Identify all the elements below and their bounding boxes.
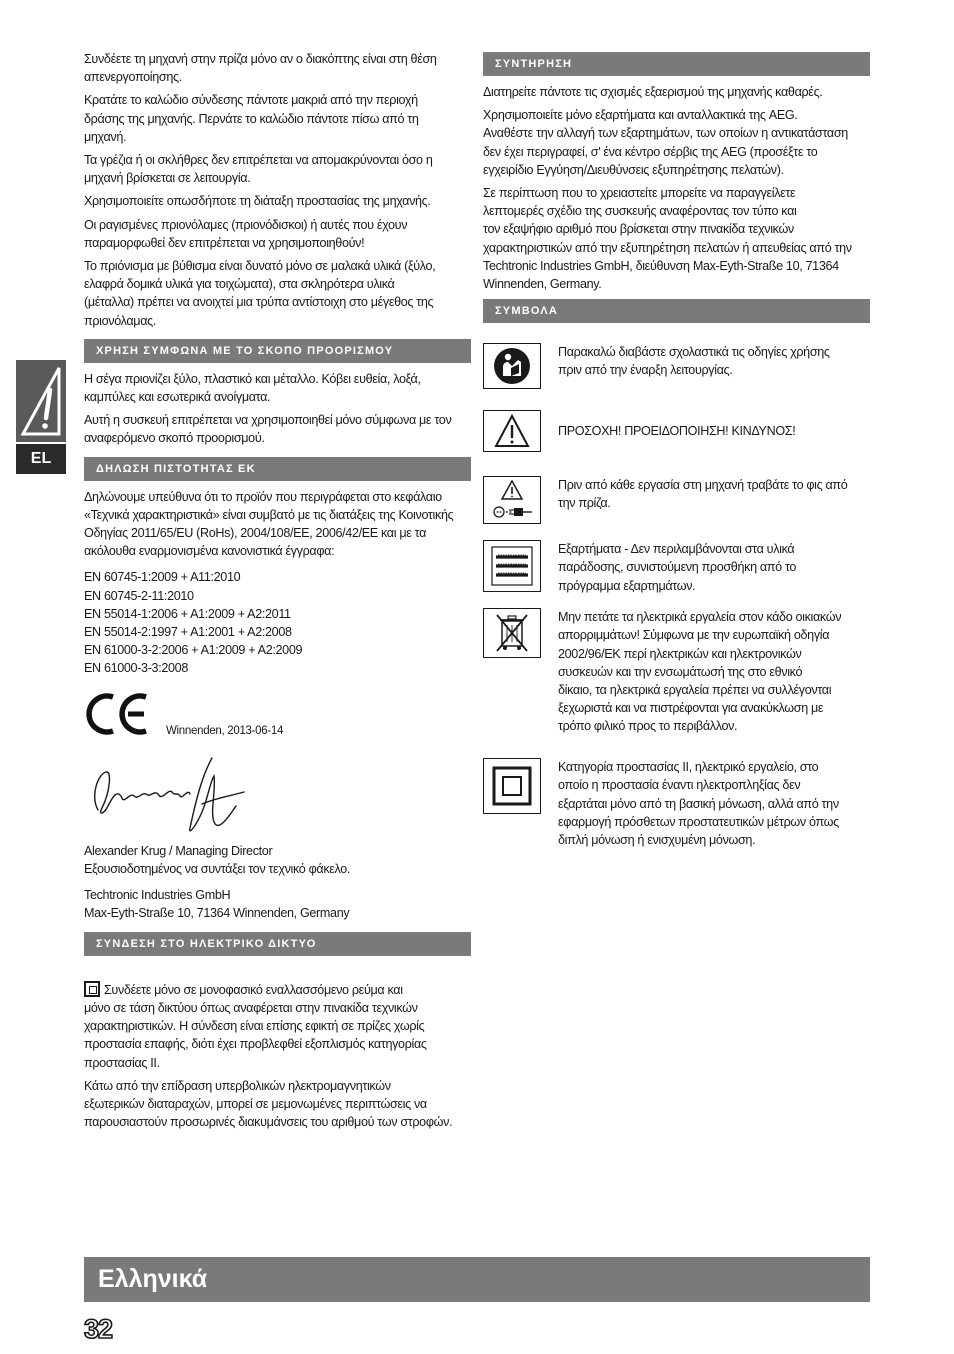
place-date: Winnenden, 2013-06-14: [166, 724, 284, 737]
section-heading-declaration: ΔΗΛΩΣΗ ΠΙΣΤΟΤΗΤΑΣ ΕΚ: [84, 457, 471, 481]
class-ii-icon: [483, 758, 541, 814]
section-heading-mains: ΣΥΝΔΕΣΗ ΣΤΟ ΗΛΕΚΤΡΙΚΟ ΔΙΚΤΥΟ: [84, 932, 471, 956]
unplug-icon: [483, 476, 541, 524]
symbol-item: [483, 540, 870, 598]
section-heading-intended-use: ΧΡΗΣΗ ΣΥΜΦΩΝΑ ΜΕ ΤΟ ΣΚΟΠΟ ΠΡΟΟΡΙΣΜΟΥ: [84, 339, 471, 363]
paragraph: Κάτω από την επίδραση υπερβολικών ηλεκτρομαγνητικών εξωτερικών διαταραχών, μπορεί σε μεμονωμένες περιπτώσεις να παρουσιαστούν προσωρινές διακυμάνσεις του αριθμού των στροφών.: [84, 1078, 453, 1130]
ce-block: [84, 690, 471, 738]
language-label: EL: [16, 444, 66, 474]
company-address: Techtronic Industries GmbH Max-Eyth-Straße 10, 71364 Winnenden, Germany: [84, 888, 350, 921]
symbol-list: [483, 343, 870, 849]
warning-icon: [483, 410, 541, 452]
symbol-text: Μην πετάτε τα ηλεκτρικά εργαλεία στον κάδο οικιακών απορριμμάτων! Σύμφωνα με την ευρωπαϊκή οδηγία 2002/96/ΕΚ περί ηλεκτρικών και ηλεκτρονικών συσκευών και την ενσωμάτωσή της στο εθνικό δίκαιο, τα ηλεκτρικά εργαλεία πρέπει να συλλέγονται ξεχωριστά και να πιστρέφονται για ανακύκλωση με τρόπο φιλικό προς το περιβάλλον.: [558, 610, 842, 734]
right-column: [483, 50, 870, 859]
section-heading-maintenance: ΣΥΝΤΗΡΗΣΗ: [483, 52, 870, 76]
class-ii-icon: [84, 981, 100, 997]
symbol-item: [483, 608, 870, 748]
paragraph: Τα γρέζια ή οι σκλήθρες δεν επιτρέπεται να απομακρύνονται όσο η μηχανή βρίσκεται σε λειτουργία.: [84, 153, 433, 186]
symbol-item: [483, 408, 870, 466]
paragraph: Οι ραγισμένες πριονόλαμες (πριονόδισκοι) ή αυτές που έχουν παραμορφωθεί δεν επιτρέπεται να χρησιμοποιηθούν!: [84, 217, 408, 250]
paragraph: Χρησιμοποιείτε μόνο εξαρτήματα και ανταλλακτικά της AEG. Αναθέστε την αλλαγή των εξαρτημάτων, των οποίων η αντικατάσταση δεν έχει περιγραφεί, σ' ένα κέντρο σέρβις της AEG (προσέξτε το εγχειρίδιο Εγγύηση/Διευθύνσεις εξυπηρέτησης πελατών).: [483, 108, 848, 177]
paragraph: Χρησιμοποιείτε οπωσδήποτε τη διάταξη προστασίας της μηχανής.: [84, 194, 431, 209]
weee-bin-icon: [483, 608, 541, 658]
paragraph: Το πριόνισμα με βύθισμα είναι δυνατό μόνο σε μαλακά υλικά (ξύλο, ελαφρά δομικά υλικά για τοιχώματα), στα σκληρότερα υλικά (μέταλλα) πρέπει να ανοιχτεί μια τρύπα αντίστοιχη στο μέγεθος της πριονόλαμας.: [84, 259, 436, 328]
ce-mark-icon: [84, 690, 150, 738]
read-manual-icon: [483, 343, 541, 389]
paragraph: Σε περίπτωση που το χρειαστείτε μπορείτε να παραγγείλετε λεπτομερές σχέδιο της συσκευής αναφέροντας τον τύπο και τον εξαψήφιο αριθμό που βρίσκεται στην πινακίδα τεχνικών χαρακτηριστικών από την εξυπηρέτηση πελατών ή απευθείας από την Techtronic Industries GmbH, διεύθυνση Max-Eyth-Straße 10, 71364 Winnenden, Germany.: [483, 186, 852, 292]
paragraph: Αυτή η συσκευή επιτρέπεται να χρησιμοποιηθεί μόνο σύμφωνα με τον αναφερόμενο σκοπό προορισμού.: [84, 413, 452, 446]
symbol-item: [483, 343, 870, 398]
symbol-text: Πριν από κάθε εργασία στη μηχανή τραβάτε το φις από την πρίζα.: [558, 478, 848, 511]
paragraph: Διατηρείτε πάντοτε τις σχισμές εξαερισμού της μηχανής καθαρές.: [483, 85, 823, 99]
symbol-item: [483, 476, 870, 530]
symbol-text: Εξαρτήματα - Δεν περιλαμβάνονται στα υλικά παράδοσης, συνιστούμενη προσθήκη από το πρόγραμμα εξαρτημάτων.: [558, 542, 797, 593]
symbol-item: [483, 758, 870, 849]
mains-text: Συνδέετε μόνο σε μονοφασικό εναλλασσόμενο ρεύμα και μόνο σε τάση δικτύου όπως αναφέρεται στην πινακίδα τεχνικών χαρακτηριστικών. Η σύνδεση είναι επίσης εφικτή σε πρίζες χωρίς προστασία επαφής, διότι έχει προβλεφθεί εξοπλισμός κατηγορίας προστασίας II.: [84, 982, 427, 1070]
signature-image: [84, 752, 254, 836]
symbol-text: ΠΡΟΣΟΧΗ! ΠΡΟΕΙΔΟΠΟΙΗΣΗ! ΚΙΝΔΥΝΟΣ!: [558, 424, 796, 439]
accessories-icon: [483, 540, 541, 592]
section-heading-symbols: ΣΥΜΒΟΛΑ: [483, 299, 870, 323]
paragraph: Κρατάτε το καλώδιο σύνδεσης πάντοτε μακριά από την περιοχή δράσης της μηχανής. Περνάτε το καλώδιο πάντοτε πίσω από τη μηχανή.: [84, 93, 419, 144]
language-tab: [16, 360, 66, 474]
paragraph: Η σέγα πριονίζει ξύλο, πλαστικό και μέταλλο. Κόβει ευθεία, λοξά, καμπύλες και εσωτερικά ανοίγματα.: [84, 371, 421, 405]
signatory: Alexander Krug / Managing Director Εξουσιοδοτημένος να συντάξει τον τεχνικό φάκελο.: [84, 843, 351, 876]
footer-language-title: Ελληνικά: [84, 1257, 870, 1302]
warning-icon: [16, 360, 66, 442]
mains-paragraph: [84, 963, 471, 1072]
left-column: [84, 50, 471, 1136]
symbol-text: Παρακαλώ διαβάστε σχολαστικά τις οδηγίες χρήσης πριν από την έναρξη λειτουργίας.: [558, 345, 830, 378]
page-number: 32: [84, 1314, 113, 1344]
standards-list: EN 60745-1:2009 + A11:2010 EN 60745-2-11:2010 EN 55014-1:2006 + A1:2009 + A2:2011 EN 55014-2:1997 + A1:2001 + A2:2008 EN 61000-3-2:2006 + A1:2009 + A2:2009 EN 61000-3-3:2008: [84, 570, 303, 676]
declaration-text: Δηλώνουμε υπεύθυνα ότι το προϊόν που περιγράφεται στο κεφάλαιο «Τεχνικά χαρακτηριστικά» είναι συμβατό με τις διατάξεις της Κοινοτικής Οδηγίας 2011/65/EU (RoHs), 2004/108/EE, 2006/42/EE και με τα ακόλουθα εναρμονισμένα κανονιστικά έγγραφα:: [84, 489, 454, 559]
symbol-text: Κατηγορία προστασίας II, ηλεκτρικό εργαλείο, στο οποίο η προστασία έναντι ηλεκτροπληξίας δεν εξαρτάται μόνο από τη βασική μόνωση, αλλά από την εφαρμογή πρόσθετων προστατευτικών μέτρων όπως διπλή μόνωση ή ενισχυμένη μόνωση.: [558, 760, 839, 848]
paragraph: Συνδέετε τη μηχανή στην πρίζα μόνο αν ο διακόπτης είναι στη θέση απενεργοποίησης.: [84, 52, 437, 85]
